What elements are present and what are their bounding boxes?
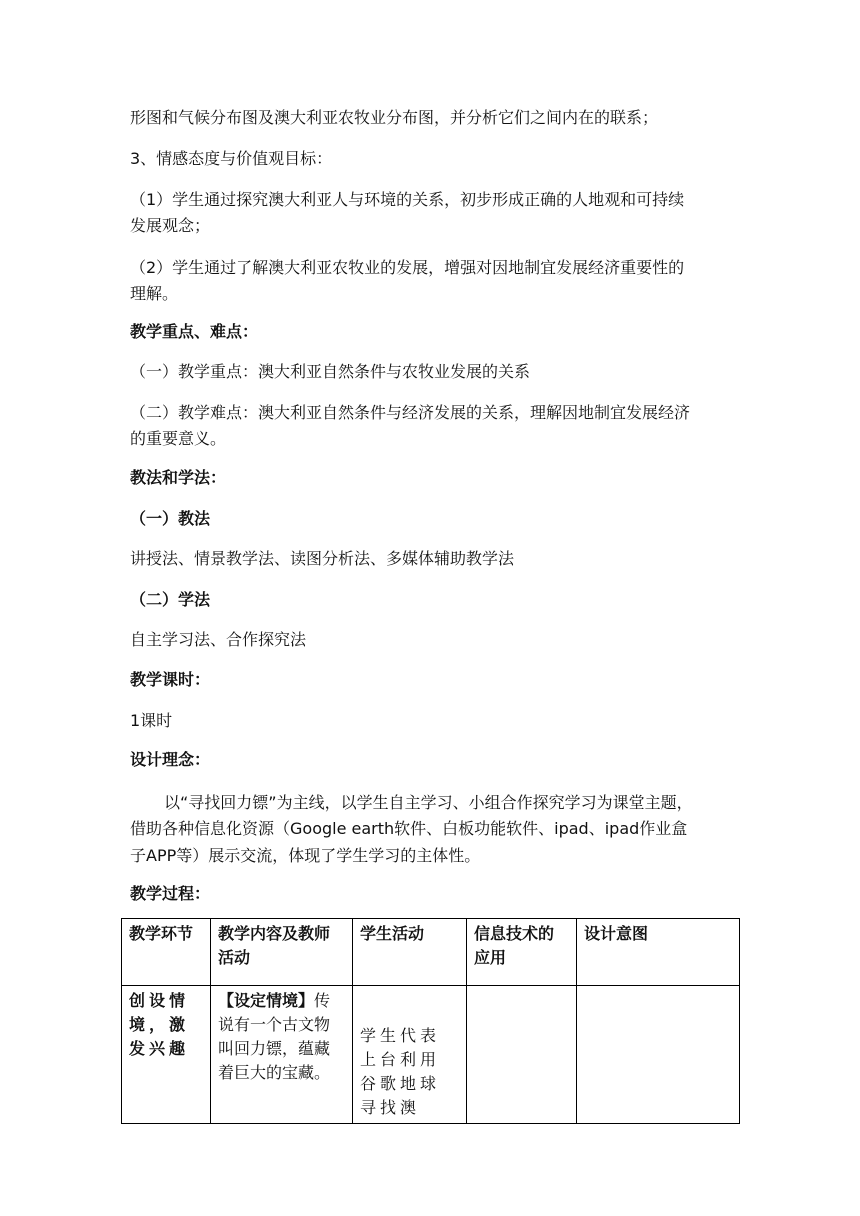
text-line: 讲授法、情景教学法、读图分析法、多媒体辅助教学法 (130, 549, 515, 568)
section-heading: 教学过程： (130, 884, 211, 903)
text-line: （二）教学难点：澳大利亚自然条件与经济发展的关系，理解因地制宜发展经济 (130, 403, 691, 422)
text-line: （一）教学重点：澳大利亚自然条件与农牧业发展的关系 (130, 362, 531, 381)
text-line: 的重要意义。 (130, 429, 227, 448)
cell-teacher-activity (211, 986, 353, 1124)
text-line: 3、情感态度与价值观目标： (130, 149, 333, 168)
teacher-activity-text: 传说有一个古文物叫回力镖，蕴藏着巨大的宝藏。 (218, 991, 331, 1082)
text-line: 1课时 (130, 711, 173, 730)
text-line: 借助各种信息化资源（Google earth软件、白板功能软件、ipad、ipad作业盒 (130, 819, 688, 838)
section-heading: 教学课时： (130, 670, 211, 689)
header-teacher-activity: 教学内容及教师活动 (211, 919, 353, 986)
header-stage: 教学环节 (122, 919, 211, 986)
cell-tech-application (467, 986, 577, 1124)
cell-design-intent (577, 986, 740, 1124)
sub-heading: （二）学法 (130, 590, 211, 609)
section-heading: 设计理念： (130, 750, 211, 769)
section-heading: 教法和学法： (130, 468, 227, 487)
text-line: （1）学生通过探究澳大利亚人与环境的关系，初步形成正确的人地观和可持续 (130, 190, 685, 209)
header-student-activity: 学生活动 (353, 919, 467, 986)
scenario-tag: 【设定情境】 (218, 991, 315, 1010)
text-line: 自主学习法、合作探究法 (130, 630, 307, 649)
lesson-process-table (121, 918, 740, 1124)
header-design-intent: 设计意图 (577, 919, 740, 986)
text-line: 子APP等）展示交流，体现了学生学习的主体性。 (130, 846, 481, 865)
sub-heading: （一）教法 (130, 509, 211, 528)
header-tech-application: 信息技术的应用 (467, 919, 577, 986)
cell-student-activity: 学生代表上台利用谷歌地球寻找澳 (353, 986, 467, 1124)
text-line: 形图和气候分布图及澳大利亚农牧业分布图，并分析它们之间内在的联系； (130, 108, 659, 127)
cell-stage: 创设情境，激发兴趣 (122, 986, 211, 1124)
text-line: 以“寻找回力镖”为主线，以学生自主学习、小组合作探究学习为课堂主题， (164, 793, 693, 812)
text-line: （2）学生通过了解澳大利亚农牧业的发展，增强对因地制宜发展经济重要性的 (130, 258, 685, 277)
text-line: 理解。 (130, 284, 179, 303)
table-header-row (122, 919, 740, 986)
text-line: 发展观念； (130, 216, 211, 235)
section-heading: 教学重点、难点： (130, 322, 259, 341)
table-row (122, 986, 740, 1124)
